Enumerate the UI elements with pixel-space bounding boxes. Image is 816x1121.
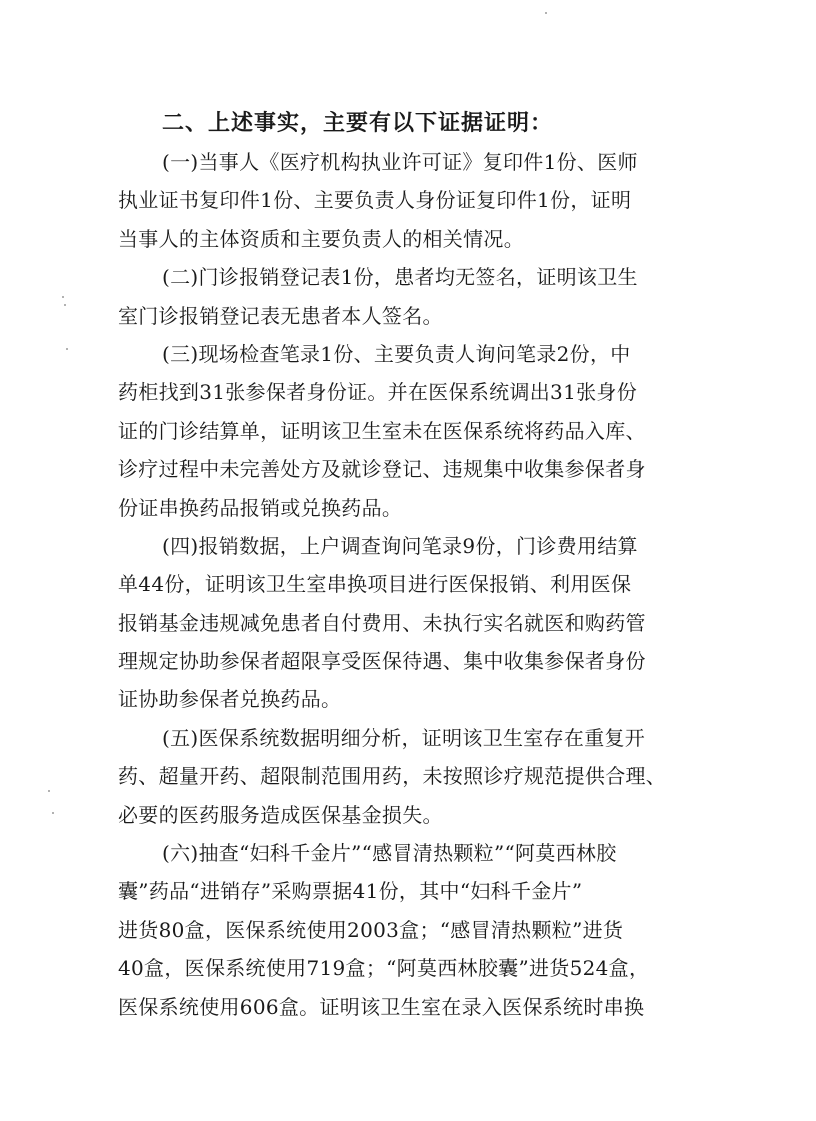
paragraph-6-line-4: 40盒，医保系统使用719盒；“阿莫西林胶囊”进货524盒，	[118, 956, 650, 981]
paragraph-5-line-3: 必要的医药服务造成医保基金损失。	[118, 802, 443, 827]
paragraph-2-line-1: (二)门诊报销登记表1份，患者均无签名，证明该卫生	[162, 265, 638, 290]
paragraph-3-line-5: 份证串换药品报销或兑换药品。	[118, 495, 403, 520]
paragraph-3-line-1: (三)现场检查笔录1份、主要负责人询问笔录2份，中	[162, 341, 631, 366]
scan-speck	[545, 12, 547, 14]
scan-speck	[48, 790, 50, 792]
paragraph-1-line-2: 执业证书复印件1份、主要负责人身份证复印件1份，证明	[118, 188, 632, 213]
paragraph-6-line-1: (六)抽查“妇科千金片”“感冒清热颗粒”“阿莫西林胶	[162, 841, 617, 866]
scan-speck	[62, 296, 64, 298]
evidence-body	[118, 143, 688, 1026]
scan-speck	[66, 348, 68, 350]
paragraph-5-line-1: (五)医保系统数据明细分析，证明该卫生室存在重复开	[162, 725, 646, 750]
paragraph-6-line-2: 囊”药品“进销存”采购票据41份，其中“妇科千金片”	[118, 879, 583, 904]
paragraph-3-line-4: 诊疗过程中未完善处方及就诊登记、违规集中收集参保者身	[118, 457, 646, 482]
paragraph-4-line-5: 证协助参保者兑换药品。	[118, 687, 342, 712]
paragraph-5-line-2: 药、超量开药、超限制范围用药，未按照诊疗规范提供合理、	[118, 764, 667, 789]
paragraph-1-line-3: 当事人的主体资质和主要负责人的相关情况。	[118, 226, 524, 251]
paragraph-6-line-5: 医保系统使用606盒。证明该卫生室在录入医保系统时串换	[118, 994, 645, 1019]
paragraph-4-line-3: 报销基金违规减免患者自付费用、未执行实名就医和购药管	[118, 610, 646, 635]
scan-speck	[52, 812, 54, 814]
section-heading: 二、上述事实，主要有以下证据证明：	[162, 111, 554, 136]
paragraph-4-line-2: 单44份，证明该卫生室串换项目进行医保报销、利用医保	[118, 572, 632, 597]
paragraph-3-line-3: 证的门诊结算单，证明该卫生室未在医保系统将药品入库、	[118, 418, 646, 443]
paragraph-1-line-1: (一)当事人《医疗机构执业许可证》复印件1份、医师	[162, 150, 638, 174]
paragraph-6-line-3: 进货80盒，医保系统使用2003盒；“感冒清热颗粒”进货	[118, 917, 624, 942]
paragraph-3-line-2: 药柜找到31张参保者身份证。并在医保系统调出31张身份	[118, 380, 637, 405]
scan-speck	[64, 304, 66, 306]
paragraph-4-line-1: (四)报销数据，上户调查询问笔录9份，门诊费用结算	[162, 533, 638, 558]
paragraph-2-line-2: 室门诊报销登记表无患者本人签名。	[118, 303, 443, 328]
paragraph-4-line-4: 理规定协助参保者超限享受医保待遇、集中收集参保者身份	[118, 649, 646, 674]
